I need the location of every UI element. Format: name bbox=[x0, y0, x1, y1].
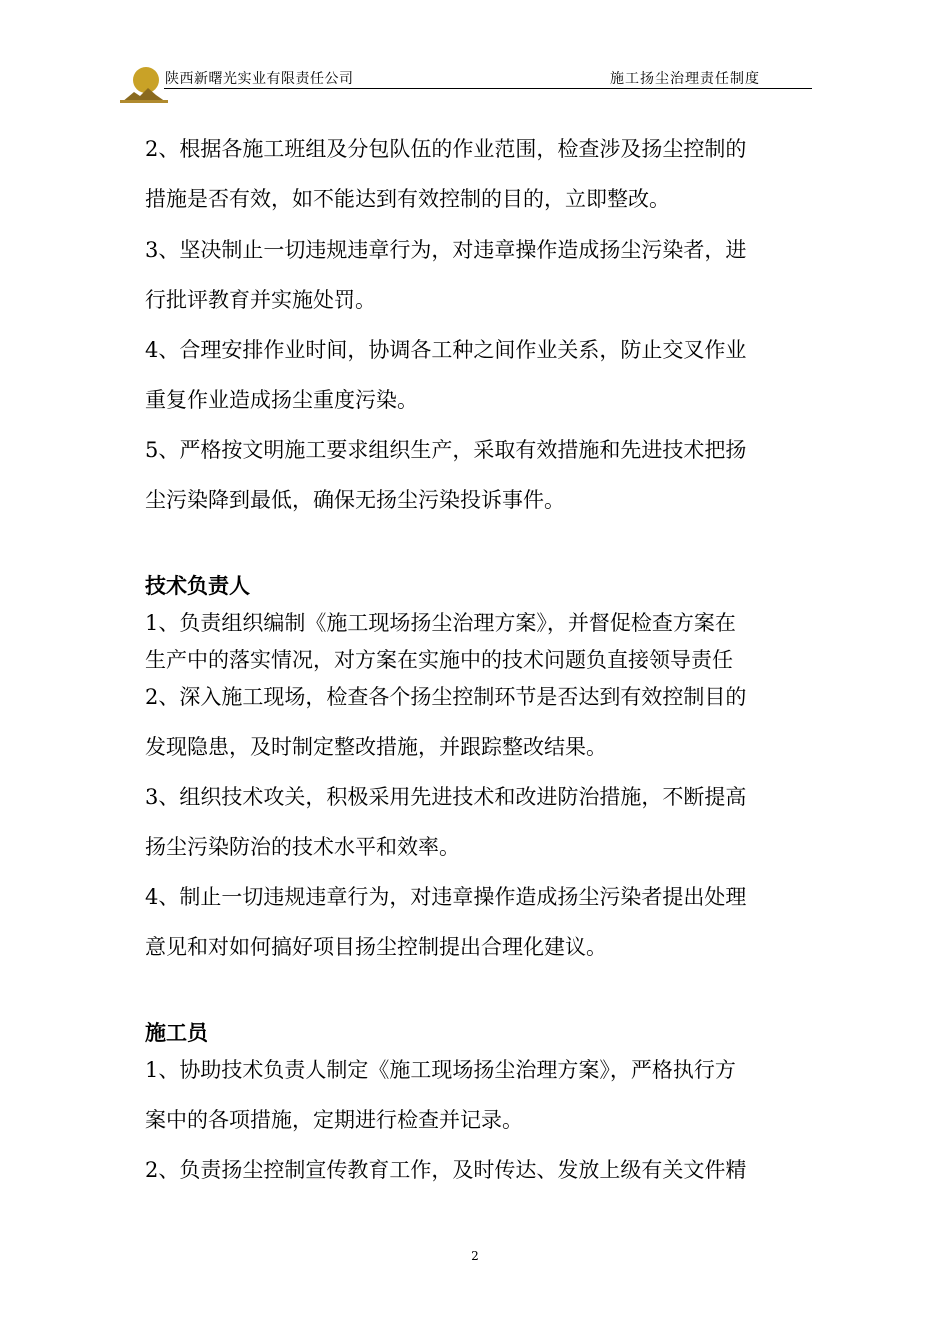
page-number: 2 bbox=[471, 1249, 479, 1263]
body-line: 2、深入施工现场，检查各个扬尘控制环节是否达到有效控制目的 bbox=[145, 685, 747, 709]
body-line: 发现隐患，及时制定整改措施，并跟踪整改结果。 bbox=[145, 735, 607, 759]
body-line: 3、坚决制止一切违规违章行为，对违章操作造成扬尘污染者，进 bbox=[145, 238, 747, 262]
body-line: 案中的各项措施，定期进行检查并记录。 bbox=[145, 1108, 523, 1132]
body-line: 措施是否有效，如不能达到有效控制的目的，立即整改。 bbox=[145, 187, 670, 211]
body-line: 1、负责组织编制《施工现场扬尘治理方案》，并督促检查方案在 bbox=[145, 611, 736, 635]
sun-over-mountains-logo-icon bbox=[120, 64, 168, 104]
body-line: 尘污染降到最低，确保无扬尘污染投诉事件。 bbox=[145, 488, 565, 512]
body-line: 5、严格按文明施工要求组织生产，采取有效措施和先进技术把扬 bbox=[145, 438, 747, 462]
header-rule bbox=[164, 88, 812, 89]
body-line: 3、组织技术攻关，积极采用先进技术和改进防治措施，不断提高 bbox=[145, 785, 747, 809]
section-heading: 施工员 bbox=[145, 1020, 208, 1045]
body-line: 4、制止一切违规违章行为，对违章操作造成扬尘污染者提出处理 bbox=[145, 885, 747, 909]
body-line: 行批评教育并实施处罚。 bbox=[145, 288, 376, 312]
body-line: 生产中的落实情况，对方案在实施中的技术问题负直接领导责任 bbox=[145, 648, 733, 672]
body-line: 4、合理安排作业时间，协调各工种之间作业关系，防止交叉作业 bbox=[145, 338, 747, 362]
page-header bbox=[120, 62, 812, 106]
body-line: 1、协助技术负责人制定《施工现场扬尘治理方案》，严格执行方 bbox=[145, 1058, 736, 1082]
body-line: 扬尘污染防治的技术水平和效率。 bbox=[145, 835, 460, 859]
body-line: 2、负责扬尘控制宣传教育工作，及时传达、发放上级有关文件精 bbox=[145, 1158, 747, 1182]
document-title: 施工扬尘治理责任制度 bbox=[610, 71, 760, 87]
company-name: 陕西新曙光实业有限责任公司 bbox=[165, 71, 354, 87]
body-line: 意见和对如何搞好项目扬尘控制提出合理化建议。 bbox=[145, 935, 607, 959]
section-heading: 技术负责人 bbox=[145, 573, 250, 598]
body-line: 重复作业造成扬尘重度污染。 bbox=[145, 388, 418, 412]
body-line: 2、根据各施工班组及分包队伍的作业范围，检查涉及扬尘控制的 bbox=[145, 137, 747, 161]
